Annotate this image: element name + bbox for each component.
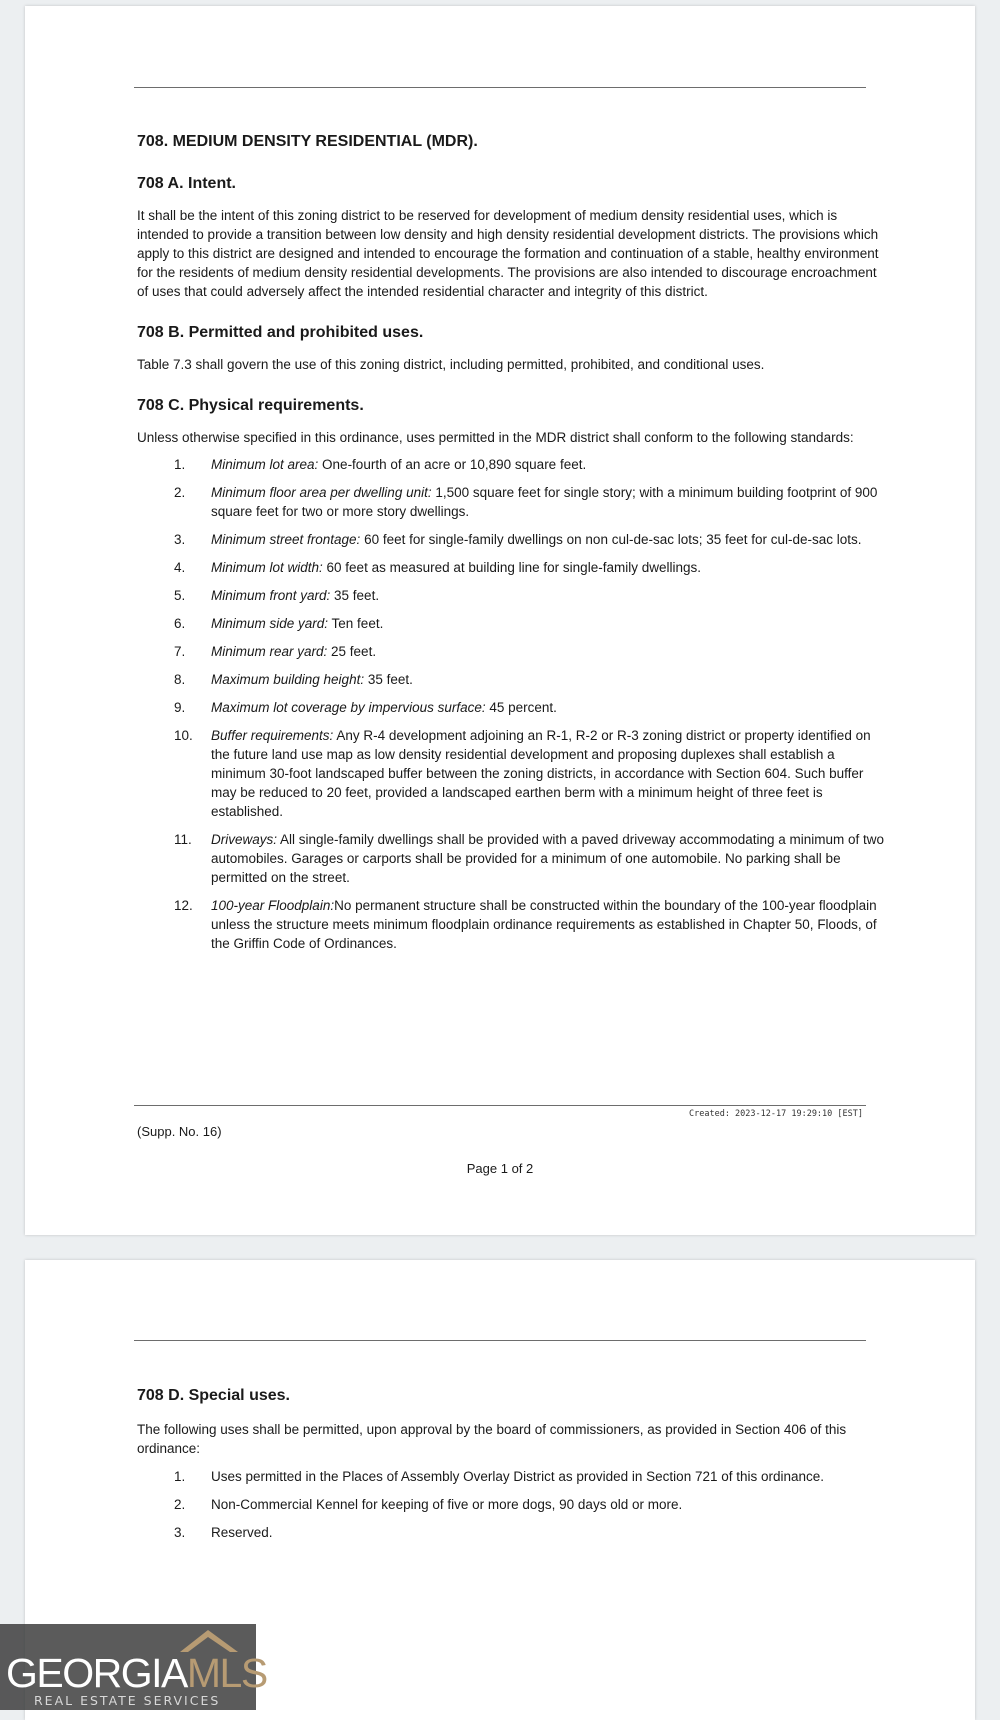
item-term: Minimum front yard: [211, 588, 331, 603]
item-text: Uses permitted in the Places of Assembly Overlay District as provided in Section 721 of this ordinance. [211, 1469, 825, 1484]
item-text: 60 feet for single-family dwellings on non cul-de-sac lots; 35 feet for cul-de-sac lots. [360, 532, 862, 547]
item-term: Minimum lot width: [211, 560, 323, 575]
item-number: 1. [174, 1469, 186, 1484]
item-number: 5. [174, 588, 186, 603]
item-text: Reserved. [211, 1525, 273, 1540]
item-text: No permanent structure shall be constructed within the boundary of the 100-year floodplain unless the structure meets minimum floodplain ordinance requirements as established in Chapter 50, Floods, of the Griffin Code of Ordinances. [211, 898, 877, 951]
list-item [137, 530, 886, 549]
page-1-content [137, 132, 886, 962]
footer-rule [134, 1105, 866, 1106]
item-term: 100-year Floodplain: [211, 898, 335, 913]
item-number: 4. [174, 560, 186, 575]
item-term: Minimum floor area per dwelling unit: [211, 485, 432, 500]
document-page-1 [25, 6, 975, 1235]
item-term: Driveways: [211, 832, 278, 847]
item-number: 8. [174, 672, 186, 687]
item-text: Ten feet. [328, 616, 384, 631]
item-number: 2. [174, 1497, 186, 1512]
list-item [137, 698, 886, 717]
item-number: 7. [174, 644, 186, 659]
page-2-content [137, 1386, 886, 1551]
special-uses-list [137, 1467, 886, 1542]
item-term: Minimum lot area: [211, 457, 319, 472]
list-item [137, 455, 886, 474]
item-text: 1,500 square feet for single story; with a minimum building footprint of 900 square feet for two or more story dwellings. [211, 485, 878, 519]
logo-tagline: REAL ESTATE SERVICES [34, 1693, 221, 1708]
list-item [137, 558, 886, 577]
list-item [137, 896, 886, 953]
item-number: 10. [174, 728, 193, 743]
item-number: 2. [174, 485, 186, 500]
item-text: Non-Commercial Kennel for keeping of five or more dogs, 90 days old or more. [211, 1497, 683, 1512]
physical-requirements-list [137, 455, 886, 953]
item-text: 25 feet. [327, 644, 377, 659]
supplement-number: (Supp. No. 16) [137, 1124, 222, 1139]
list-item [137, 1523, 886, 1542]
item-text: 60 feet as measured at building line for single-family dwellings. [322, 560, 701, 575]
intent-heading: 708 A. Intent. [137, 175, 236, 192]
uses-heading: 708 B. Permitted and prohibited uses. [137, 324, 424, 341]
logo-word-accent: MLS [186, 1650, 267, 1696]
list-item [137, 830, 886, 887]
item-number: 3. [174, 532, 186, 547]
page-number: Page 1 of 2 [466, 1161, 534, 1176]
item-term: Minimum side yard: [211, 616, 329, 631]
item-term: Buffer requirements: [211, 728, 334, 743]
logo-word-main: GEORGIA [6, 1650, 187, 1696]
created-timestamp: Created: 2023-12-17 19:29:10 [EST] [689, 1109, 863, 1119]
item-number: 11. [174, 832, 192, 847]
header-rule [134, 1340, 866, 1341]
list-item [137, 670, 886, 689]
item-term: Maximum lot coverage by impervious surface: [211, 700, 486, 715]
logo-wordmark [6, 1651, 267, 1695]
item-number: 1. [174, 457, 186, 472]
item-text: Any R-4 development adjoining an R-1, R-2 or R-3 zoning district or property identified on the future land use map as low density residential development and proposing duplexes shall establish a minimum 30-foot landscaped buffer between the zoning districts, in accordance with Section 604. Such buffer may be reduced to 20 feet, provided a landscaped earthen berm with a minimum height of three feet is established. [211, 728, 871, 819]
special-uses-heading: 708 D. Special uses. [137, 1387, 290, 1404]
item-text: One-fourth of an acre or 10,890 square feet. [318, 457, 587, 472]
item-number: 6. [174, 616, 186, 631]
item-term: Minimum street frontage: [211, 532, 361, 547]
physical-heading: 708 C. Physical requirements. [137, 397, 364, 414]
header-rule [134, 87, 866, 88]
item-number: 3. [174, 1525, 186, 1540]
item-text: 35 feet. [364, 672, 413, 687]
list-item [137, 483, 886, 521]
item-text: All single-family dwellings shall be provided with a paved driveway accommodating a minimum of two automobiles. Garages or carports shall be provided for a minimum of one automobile. No parking shall be permitted on the street. [211, 832, 885, 885]
item-term: Maximum building height: [211, 672, 365, 687]
item-text: 45 percent. [485, 700, 557, 715]
intent-body: It shall be the intent of this zoning district to be reserved for development of medium density residential uses, which is intended to provide a transition between low density and high density residential development districts. The provisions which apply to this district are designed and intended to encourage the formation and continuation of a stable, healthy environment for the residents of medium density residential developments. The provisions are also intended to discourage encroachment of uses that could adversely affect the intended residential character and integrity of this district. [137, 208, 879, 299]
georgiamls-logo [0, 1624, 267, 1710]
list-item [137, 726, 886, 821]
physical-intro: Unless otherwise specified in this ordinance, uses permitted in the MDR district shall conform to the following standards: [137, 430, 854, 445]
item-term: Minimum rear yard: [211, 644, 328, 659]
special-uses-intro: The following uses shall be permitted, upon approval by the board of commissioners, as provided in Section 406 of this ordinance: [137, 1422, 847, 1456]
list-item [137, 642, 886, 661]
list-item [137, 586, 886, 605]
item-text: 35 feet. [330, 588, 380, 603]
list-item [137, 614, 886, 633]
uses-body: Table 7.3 shall govern the use of this zoning district, including permitted, prohibited, and conditional uses. [137, 357, 765, 372]
list-item [137, 1495, 886, 1514]
section-title: 708. MEDIUM DENSITY RESIDENTIAL (MDR). [137, 133, 478, 150]
item-number: 12. [174, 898, 193, 913]
list-item [137, 1467, 886, 1486]
item-number: 9. [174, 700, 186, 715]
